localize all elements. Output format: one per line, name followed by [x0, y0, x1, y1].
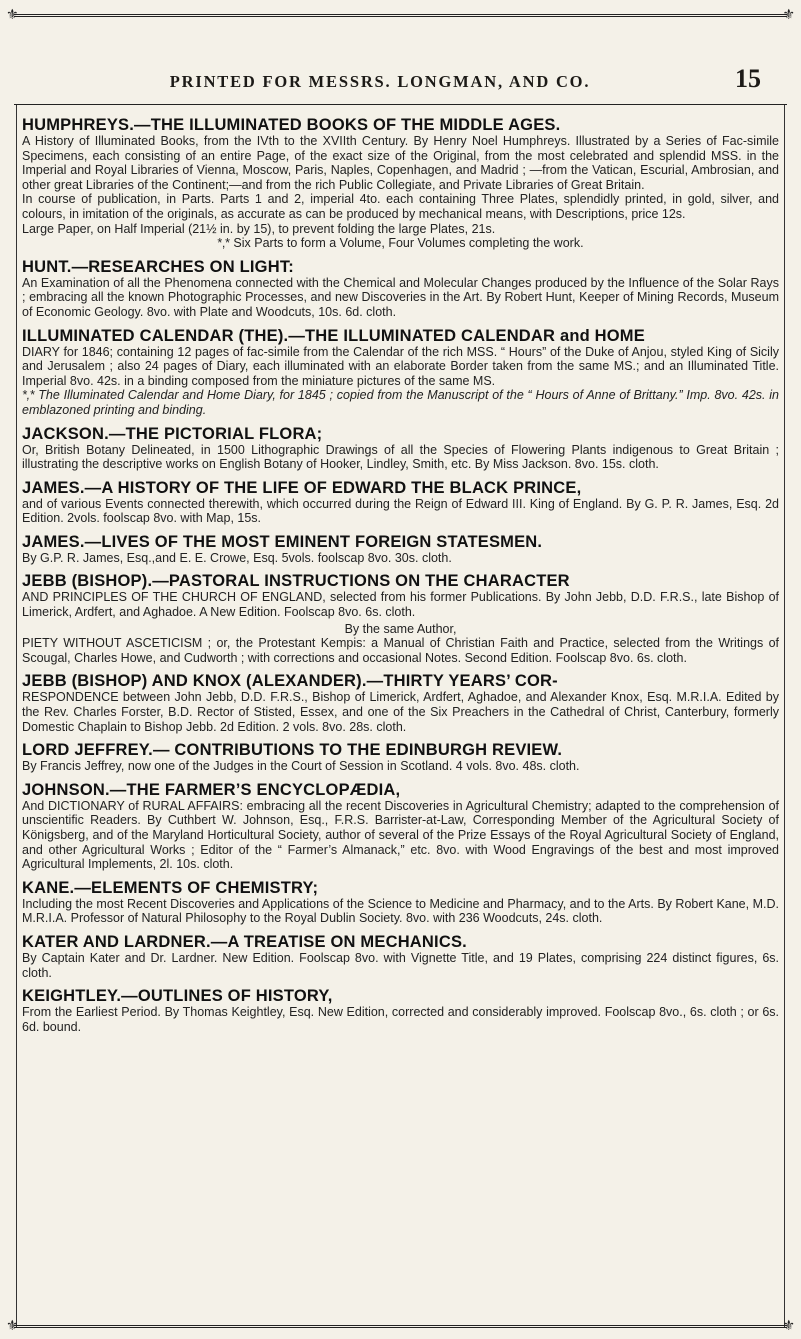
- entry-jebb-knox: [22, 672, 779, 734]
- entry-james-statesmen: [22, 533, 779, 566]
- entry-description: Including the most Recent Discoveries and Applications of the Science to Medicine and Pharmacy, and to the Arts. By Robert Kane, M.D. M.R.I.A. Professor of Natural Philosophy to the Royal Dublin Society. 8vo. with 236 Woodcuts, 24s. cloth.: [22, 896, 779, 926]
- fleuron-icon: ⚜: [782, 8, 795, 23]
- entry-description: Or, British Botany Delineated, in 1500 Lithographic Drawings of all the Species of Flowering Plants indigenous to Great Britain ; illustrating the descriptive works on English Botany of Hooker, Lindley, Smith, etc. By Miss Jackson. 8vo. 15s. cloth.: [22, 442, 779, 472]
- entry-johnson: [22, 781, 779, 872]
- entry-note: *‚* The Illuminated Calendar and Home Diary, for 1845 ; copied from the Manuscript of the “ Hours of Anne of Brittany.” Imp. 8vo. 42s. in emblazoned printing and binding.: [22, 388, 779, 417]
- entry-heading: JOHNSON.—THE FARMER’S ENCYCLOPÆDIA,: [22, 780, 401, 799]
- entry-description: An Examination of all the Phenomena connected with the Chemical and Molecular Changes produced by the Influence of the Solar Rays ; embracing all the known Photographic Processes, and new Discoveries in the Art. By Robert Hunt, Keeper of Mining Records, Museum of Economic Geology. 8vo. with Plate and Woodcuts, 10s. 6d. cloth.: [22, 275, 779, 319]
- entry-heading: KATER AND LARDNER.—A TREATISE ON MECHANICS.: [22, 932, 467, 951]
- page-number: 15: [735, 64, 761, 93]
- entry-heading: KANE.—ELEMENTS OF CHEMISTRY;: [22, 878, 319, 897]
- entry-subheading: By the same Author,: [344, 621, 457, 636]
- entry-hunt: [22, 258, 779, 320]
- advertisement-list: [22, 116, 779, 1041]
- entry-heading: HUNT.—RESEARCHES ON LIGHT:: [22, 257, 294, 276]
- entry-heading: KEIGHTLEY.—OUTLINES OF HISTORY,: [22, 987, 333, 1006]
- fleuron-icon: ⚜: [782, 1319, 795, 1334]
- entry-description: In course of publication, in Parts. Parts 1 and 2, imperial 4to. each containing Three Plates, splendidly printed, in gold, silver, and colours, in imitation of the originals, as accurate as can be produced by mechanical means, with Descriptions, price 12s.: [22, 192, 779, 221]
- entry-description: DIARY for 1846; containing 12 pages of fac-simile from the Calendar of the rich MSS. “ Hours” of the Duke of Anjou, styled King of Sicily and Jerusalem ; also 24 pages of Diary, each illuminated with an elaborate Border taken from the same MS.; and an Illuminated Title. Imperial 8vo. 42s. in a binding composed from the miniature pictures of the same MS.: [22, 344, 779, 388]
- entry-note: *‚* Six Parts to form a Volume, Four Volumes completing the work.: [217, 236, 584, 251]
- fleuron-icon: ⚜: [6, 1319, 19, 1334]
- entry-kater-lardner: [22, 933, 779, 980]
- entry-heading: JEBB (BISHOP) AND KNOX (ALEXANDER).—THIRTY YEARS’ COR-: [22, 672, 558, 691]
- entry-jackson: [22, 425, 779, 472]
- left-border-line: [16, 105, 17, 1327]
- entry-heading: HUMPHREYS.—THE ILLUMINATED BOOKS OF THE MIDDLE AGES.: [22, 116, 561, 134]
- entry-description: Large Paper, on Half Imperial (21½ in. by 15), to prevent folding the large Plates, 21s.: [22, 221, 496, 236]
- header-rule: [14, 104, 787, 105]
- entry-heading: JACKSON.—THE PICTORIAL FLORA;: [22, 424, 323, 443]
- fleuron-icon: ⚜: [6, 8, 19, 23]
- entry-heading: JAMES.—LIVES OF THE MOST EMINENT FOREIGN STATESMEN.: [22, 532, 543, 551]
- entry-description: AND PRINCIPLES OF THE CHURCH OF ENGLAND, selected from his former Publications. By John Jebb, D.D. F.R.S., late Bishop of Limerick, Ardfert, and Aghadoe. A New Edition. Foolscap 8vo. 6s. cloth.: [22, 590, 779, 620]
- entry-heading: JEBB (BISHOP).—PASTORAL INSTRUCTIONS ON THE CHARACTER: [22, 572, 570, 591]
- top-double-rule: [14, 14, 787, 20]
- entry-description: and of various Events connected therewith, which occurred during the Reign of Edward III. King of England. By G. P. R. James, Esq. 2d Edition. 2vols. foolscap 8vo. with Map, 15s.: [22, 496, 779, 526]
- entry-description: And DICTIONARY of RURAL AFFAIRS: embracing all the recent Discoveries in Agricultural Chemistry; adapted to the comprehension of unscientific Readers. By Cuthbert W. Johnson, Esq., F.R.S. Barrister-at-Law, Corresponding Member of the Agricultural Society of Königsberg, and of the Maryland Horticultural Society, author of several of the Prize Essays of the Royal Agricultural Society of England, and other Agricultural Works ; Editor of the “ Farmer’s Almanack,” etc. 8vo. with Wood Engravings of the best and most improved Agricultural Implements, 2l. 10s. cloth.: [22, 798, 779, 872]
- entry-description: By G.P. R. James, Esq.,and E. E. Crowe, Esq. 5vols. foolscap 8vo. 30s. cloth.: [22, 550, 452, 565]
- entry-description: By Captain Kater and Dr. Lardner. New Edition. Foolscap 8vo. with Vignette Title, and 19 Plates, comprising 224 distinct figures, 6s. cloth.: [22, 950, 779, 980]
- entry-heading: LORD JEFFREY.— CONTRIBUTIONS TO THE EDINBURGH REVIEW.: [22, 741, 563, 760]
- entry-jeffrey: [22, 741, 779, 774]
- entry-description: RESPONDENCE between John Jebb, D.D. F.R.S., Bishop of Limerick, Ardfert, Aghadoe, and Alexander Knox, Esq. M.R.I.A. Edited by the Rev. Charles Forster, B.D. Rector of Stisted, Essex, and one of the Six Preachers in the Cathedral of Christ, Canterbury, formerly Domestic Chaplain to Bishop Jebb. 2d Edition. 2 vols. 8vo. 28s. cloth.: [22, 690, 779, 734]
- entry-heading: ILLUMINATED CALENDAR (THE).—THE ILLUMINATED CALENDAR and HOME: [22, 326, 645, 345]
- running-head: PRINTED FOR MESSRS. LONGMAN, AND CO.: [169, 72, 591, 91]
- entry-james-black-prince: [22, 479, 779, 526]
- entry-kane: [22, 879, 779, 926]
- entry-heading: JAMES.—A HISTORY OF THE LIFE OF EDWARD THE BLACK PRINCE,: [22, 478, 582, 497]
- entry-description: A History of Illuminated Books, from the IVth to the XVIIth Century. By Henry Noel Humphreys. Illustrated by a Series of Fac-simile Specimens, each consisting of an entire Page, of the exact size of the Original, from the most celebrated and splendid MSS. in the Imperial and Royal Libraries of Vienna, Moscow, Paris, Naples, Copenhagen, and Madrid ; —from the Vatican, Escurial, Ambrosian, and other great Libraries of the Continent;—and from the rich Public Collegiate, and Private Libraries of Great Britain.: [22, 134, 779, 192]
- right-border-line: [784, 105, 785, 1327]
- entry-description: PIETY WITHOUT ASCETICISM ; or, the Protestant Kempis: a Manual of Christian Faith and Practice, selected from the Writings of Scougal, Charles Howe, and Cudworth ; with corrections and occasional Notes. Second Edition. Foolscap 8vo. 6s. cloth.: [22, 636, 779, 665]
- entry-illuminated-calendar: [22, 327, 779, 418]
- entry-humphreys: [22, 116, 779, 251]
- entry-description: By Francis Jeffrey, now one of the Judges in the Court of Session in Scotland. 4 vols. 8vo. 48s. cloth.: [22, 759, 580, 774]
- entry-description: From the Earliest Period. By Thomas Keightley, Esq. New Edition, corrected and considerably improved. Foolscap 8vo., 6s. cloth ; or 6s. 6d. bound.: [22, 1005, 779, 1034]
- bottom-double-rule: [14, 1325, 787, 1331]
- entry-jebb-pastoral: [22, 572, 779, 665]
- entry-keightley: [22, 987, 779, 1034]
